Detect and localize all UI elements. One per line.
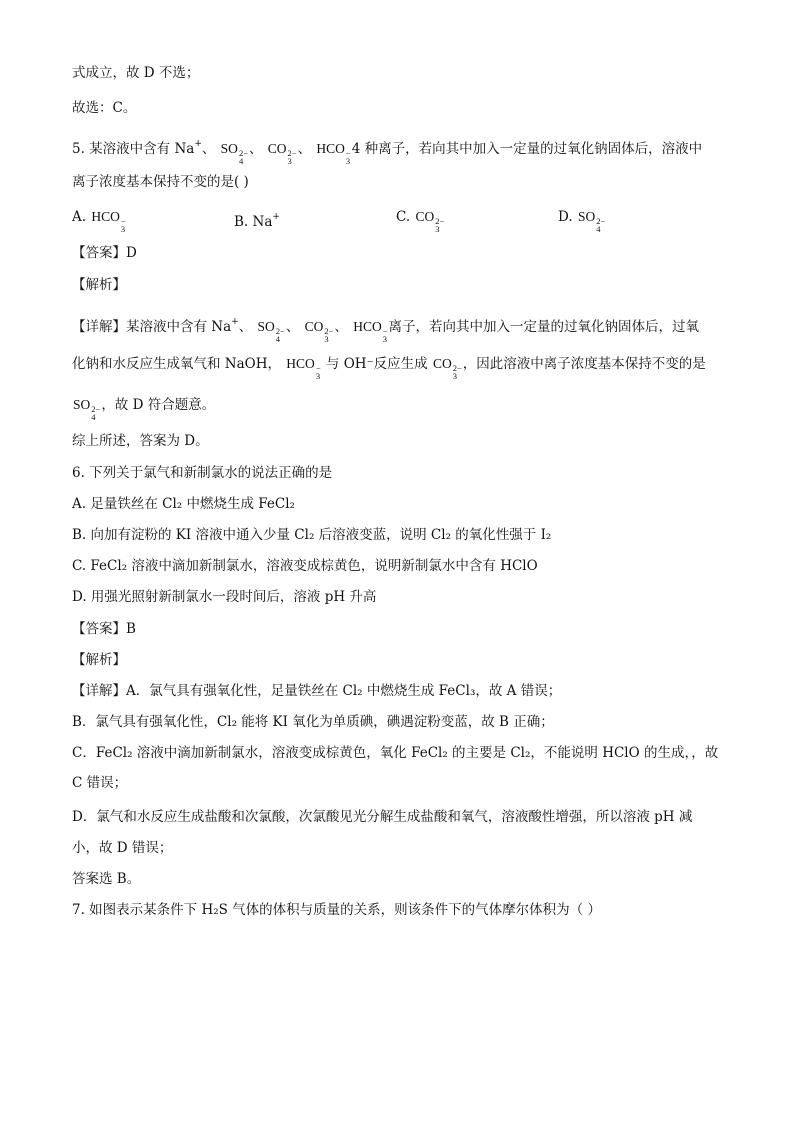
question-7-stem: 7. 如图表示某条件下 H₂S 气体的体积与质量的关系，则该条件下的气体摩尔体积为（ ）	[72, 902, 601, 918]
option-a: A. 足量铁丝在 Cl₂ 中燃烧生成 FeCl₂	[72, 496, 295, 512]
option-c: C. CO 2− 3	[396, 209, 445, 234]
option-d: D. SO 2− 4	[558, 209, 606, 234]
answer-label: 【答案】D	[72, 245, 137, 261]
answer-label: 【答案】B	[72, 621, 136, 637]
text-line: 【详解】A．氯气具有强氧化性，足量铁丝在 Cl₂ 中燃烧生成 FeCl₃，故 A 错误；	[72, 683, 562, 699]
carbonate-ion: CO 2− 3	[267, 141, 297, 166]
option-b: B. 向加有淀粉的 KI 溶液中通入少量 Cl₂ 后溶液变蓝，说明 Cl₂ 的氧化性强于 I₂	[72, 527, 552, 543]
text-line: C 错误；	[72, 775, 128, 791]
analysis-label: 【解析】	[72, 277, 126, 293]
text-line: 答案选 B。	[72, 871, 141, 887]
option-a: A. HCO − 3	[72, 209, 126, 234]
question-6-stem: 6. 下列关于氯气和新制氯水的说法正确的是	[72, 465, 333, 481]
question-5-detail: SO 2− 4 ，故 D 符合题意。	[73, 397, 216, 422]
sulfate-ion: SO 2− 4	[220, 141, 248, 166]
question-5-detail: 化钠和水反应生成氧气和 NaOH， HCO − 3 与 OH⁻反应生成 CO 2− 3 ，因此溶液中离子浓度基本保持不变的是	[72, 356, 706, 381]
question-5-options	[72, 208, 712, 234]
text-line: 小，故 D 错误；	[72, 840, 173, 856]
text-line: C．FeCl₂ 溶液中滴加新制氯水，溶液变成棕黄色，氧化 FeCl₂ 的主要是 Cl₂，不能说明 HClO 的生成，，故	[72, 745, 719, 761]
text-line: 故选：C。	[72, 100, 137, 116]
text-line: B．氯气具有强氧化性，Cl₂ 能将 KI 氧化为单质碘，碘遇淀粉变蓝，故 B 正确；	[72, 714, 554, 730]
option-d: D. 用强光照射新制氯水一段时间后，溶液 pH 升高	[72, 589, 377, 605]
text-line: 综上所述，答案为 D。	[72, 433, 209, 449]
text-line: 式成立，故 D 不选；	[72, 65, 200, 81]
text-line: D．氯气和水反应生成盐酸和次氯酸，次氯酸见光分解生成盐酸和氧气，溶液酸性增强，所以溶液 pH 减	[72, 809, 693, 825]
analysis-label: 【解析】	[72, 652, 126, 668]
option-c: C. FeCl₂ 溶液中滴加新制氯水，溶液变成棕黄色，说明新制氯水中含有 HClO	[72, 558, 538, 574]
question-5-detail: 【详解】某溶液中含有 Na+、 SO 2− 4 、 CO 2− 3 、 HCO − 3 离子，若向其中加入一定量的过氧化钠固体后，过氧	[72, 317, 700, 344]
option-b: B. Na+	[234, 212, 280, 230]
question-5-stem-line2: 离子浓度基本保持不变的是( )	[72, 174, 249, 190]
bicarbonate-ion: HCO − 3	[316, 141, 351, 166]
question-5-stem: 5. 某溶液中含有 Na+、 SO 2− 4 、 CO 2− 3 、 HCO − 3 4 种离子，若向其中加入一定量的过氧化钠固体后，溶液中	[72, 139, 703, 166]
